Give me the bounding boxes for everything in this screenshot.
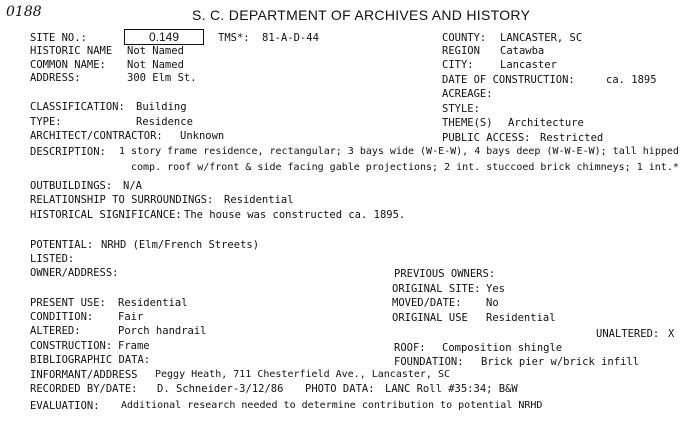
site-no-box [124, 29, 204, 45]
roof-label: ROOF: [394, 342, 426, 354]
acreage-label: ACREAGE: [442, 88, 493, 100]
unaltered-value: X [668, 328, 675, 340]
foundation-label: FOUNDATION: [394, 356, 464, 368]
informant-address-label: INFORMANT/ADDRESS [30, 369, 138, 381]
condition-value: Fair [118, 311, 144, 323]
moved-date-label: MOVED/DATE: [392, 297, 462, 309]
type-value: Residence [136, 116, 193, 128]
outbuildings-value: N/A [123, 180, 142, 192]
relationship-label: RELATIONSHIP TO SURROUNDINGS: [30, 194, 214, 206]
informant-address-value: Peggy Heath, 711 Chesterfield Ave., Lancaster, SC [155, 369, 451, 380]
theme-value: Architecture [508, 117, 584, 129]
photo-data-value: LANC Roll #35:34; B&W [385, 383, 518, 395]
city-value: Lancaster [500, 59, 557, 71]
owner-address-label: OWNER/ADDRESS: [30, 267, 119, 279]
city-label: CITY: [442, 59, 474, 71]
form-title: S. C. DEPARTMENT OF ARCHIVES AND HISTORY [192, 7, 531, 23]
description-line-1: 1 story frame residence, rectangular; 3 bays wide (W-E-W), 4 bays deep (W-W-E-W); tall hipped [119, 146, 679, 157]
original-use-label: ORIGINAL USE [392, 312, 468, 324]
previous-owners-label: PREVIOUS OWNERS: [394, 268, 496, 280]
historical-significance-label: HISTORICAL SIGNIFICANCE: [30, 209, 182, 221]
tms-label: TMS*: [218, 32, 250, 44]
date-of-construction-label: DATE OF CONSTRUCTION: [442, 74, 575, 86]
region-value: Catawba [500, 45, 545, 57]
listed-label: LISTED: [30, 253, 75, 265]
theme-label: THEME(S) [442, 117, 493, 129]
original-site-value: Yes [486, 283, 505, 295]
condition-label: CONDITION: [30, 311, 94, 323]
address-value: 300 Elm St. [127, 72, 197, 84]
historic-name-label: HISTORIC NAME [30, 45, 113, 57]
description-label: DESCRIPTION: [30, 146, 106, 158]
outbuildings-label: OUTBUILDINGS: [30, 180, 113, 192]
public-access-label: PUBLIC ACCESS: [442, 132, 531, 144]
present-use-label: PRESENT USE: [30, 297, 106, 309]
classification-value: Building [136, 101, 187, 113]
style-label: STYLE: [442, 103, 480, 115]
address-label: ADDRESS: [30, 72, 81, 84]
historic-name-value: Not Named [127, 45, 184, 57]
construction-label: CONSTRUCTION: [30, 340, 113, 352]
potential-label: POTENTIAL: [30, 239, 94, 251]
original-use-value: Residential [486, 312, 556, 324]
original-site-label: ORIGINAL SITE: [392, 283, 481, 295]
photo-data-label: PHOTO DATA: [305, 383, 375, 395]
moved-date-value: No [486, 297, 499, 309]
common-name-value: Not Named [127, 59, 184, 71]
evaluation-value: Additional research needed to determine contribution to potential NRHD [121, 400, 543, 411]
page-number: 0188 [6, 4, 42, 20]
altered-label: ALTERED: [30, 325, 81, 337]
bibliographic-data-label: BIBLIOGRAPHIC DATA: [30, 354, 151, 366]
common-name-label: COMMON NAME: [30, 59, 106, 71]
classification-label: CLASSIFICATION: [30, 101, 125, 113]
architect-label: ARCHITECT/CONTRACTOR: [30, 130, 163, 142]
public-access-value: Restricted [540, 132, 604, 144]
county-value: LANCASTER, SC [500, 32, 583, 44]
foundation-value: Brick pier w/brick infill [481, 356, 640, 368]
tms-value: 81-A-D-44 [262, 32, 319, 44]
site-no-value: 0.149 [148, 30, 180, 44]
relationship-value: Residential [224, 194, 294, 206]
roof-value: Composition shingle [442, 342, 563, 354]
altered-value: Porch handrail [118, 325, 207, 337]
present-use-value: Residential [118, 297, 188, 309]
construction-value: Frame [118, 340, 150, 352]
county-label: COUNTY: [442, 32, 487, 44]
architect-value: Unknown [180, 130, 225, 142]
recorded-by-label: RECORDED BY/DATE: [30, 383, 138, 395]
historical-significance-value: The house was constructed ca. 1895. [184, 209, 406, 221]
evaluation-label: EVALUATION: [30, 400, 100, 412]
type-label: TYPE: [30, 116, 62, 128]
description-line-2: comp. roof w/front & side facing gable projections; 2 int. stuccoed brick chimneys; 1 int.* [131, 162, 679, 173]
date-of-construction-value: ca. 1895 [606, 74, 657, 86]
unaltered-label: UNALTERED: [596, 328, 660, 340]
region-label: REGION [442, 45, 480, 57]
site-no-label: SITE NO.: [30, 32, 87, 44]
recorded-by-value: D. Schneider-3/12/86 [157, 383, 284, 395]
potential-value: NRHD (Elm/French Streets) [101, 239, 260, 251]
